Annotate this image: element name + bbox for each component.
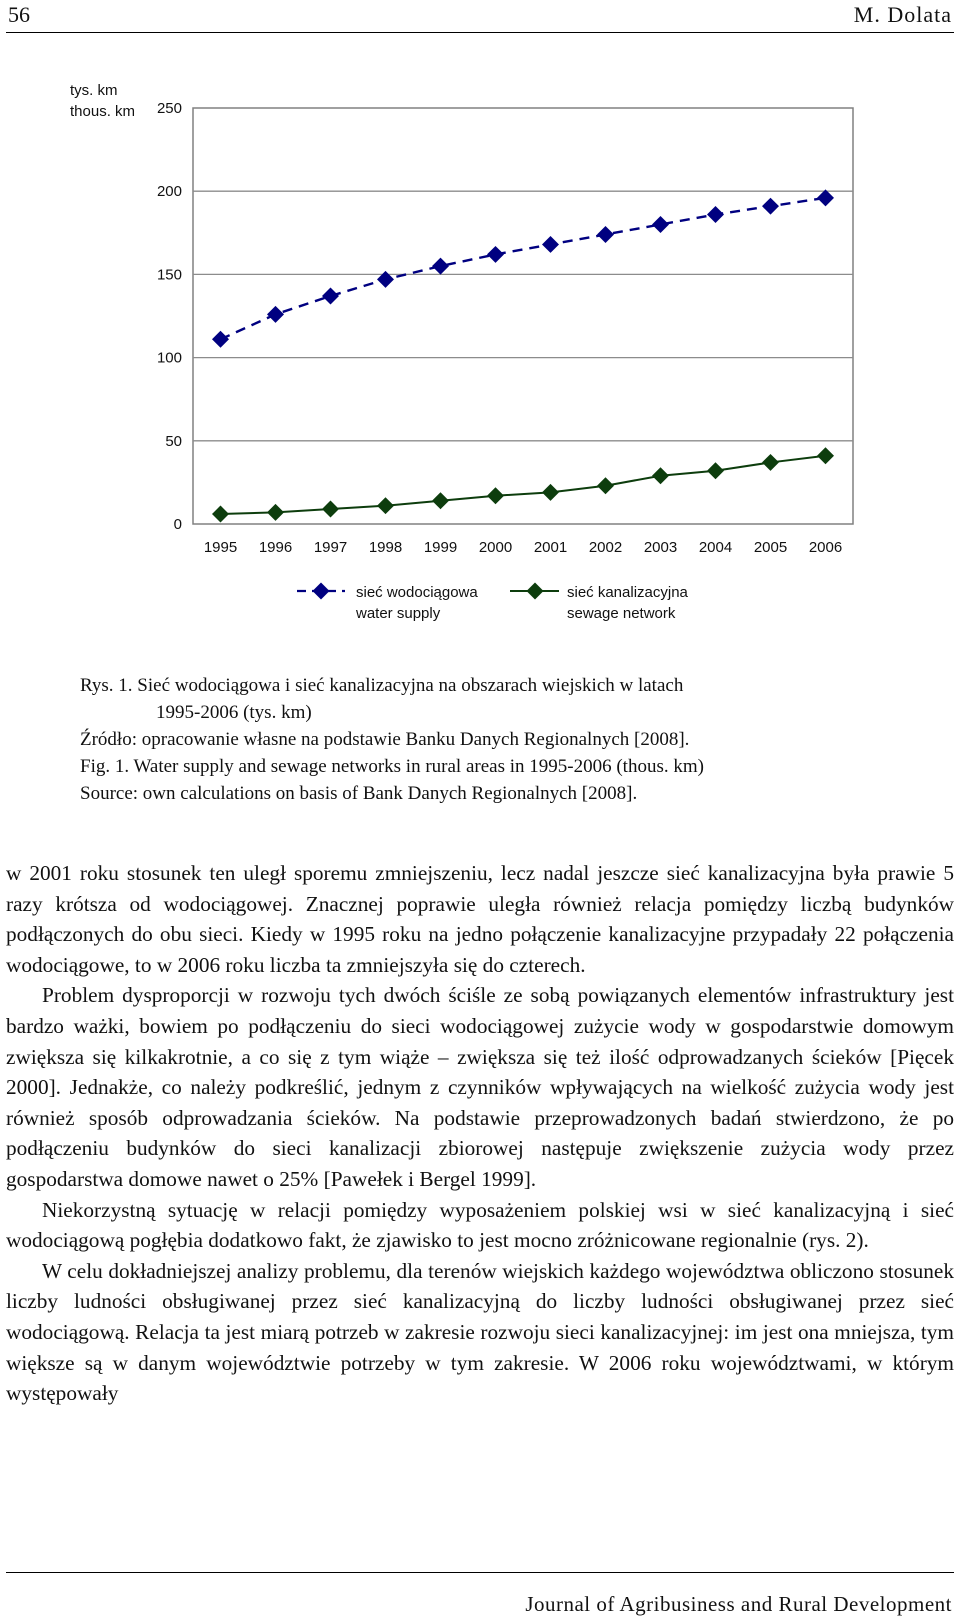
- caption-source-pl: Źródło: opracowanie własne na podstawie Banku Danych Regionalnych [2008].: [80, 729, 690, 750]
- caption-title-en: Fig. 1. Water supply and sewage networks in rural areas in 1995-2006 (thous. km): [80, 756, 704, 777]
- x-tick-label-2003: 2003: [643, 539, 678, 556]
- y-tick-label-50: 50: [165, 432, 182, 450]
- legend-label-sewage-network-pl: sieć kanalizacyjna: [567, 584, 688, 601]
- x-tick-label-1999: 1999: [423, 539, 458, 556]
- data-point-0-1999: [432, 258, 449, 275]
- paragraph-4: W celu dokładniejszej analizy problemu, dla terenów wiejskich każdego województwa obliczono stosunek liczby ludności obsługiwanej przez sieć kanalizacyjną do liczby ludności obsługiwanej przez sieć wodociągową. Relacja ta jest miarą potrzeb w zakresie rozwoju sieci kanalizacyjnej: im jest ona mniejsza, tym większe są w danym województwie potrzeby w tym zakresie. W 2006 roku województwami, w którym występowały: [6, 1258, 954, 1406]
- paragraph-3: Niekorzystną sytuację w relacji pomiędzy wyposażeniem polskiej wsi w sieć kanalizacyjną i sieć wodociągową pogłębia dodatkowo fakt, że zjawisko to jest mocno zróżnicowane regionalnie (rys. 2).: [6, 1197, 954, 1253]
- series-water-supply: [212, 189, 834, 347]
- plot-frame: [193, 108, 853, 524]
- data-point-0-2002: [597, 226, 614, 243]
- chart-legend: [297, 583, 689, 622]
- data-point-0-2004: [707, 206, 724, 223]
- data-point-1-2001: [542, 484, 559, 501]
- x-tick-label-2004: 2004: [698, 539, 733, 556]
- paragraph-2: Problem dysproporcji w rozwoju tych dwóch ściśle ze sobą powiązanych elementów infrastruktury jest bardzo ważki, bowiem po podłączeniu do sieci wodociągowej zużycie wody w gospodarstwie domowym zwiększa się kilkakrotnie, a co się z tym wiąże – zwiększa się też ilość odprowadzanych ścieków [Pięcek 2000]. Jednakże, co należy podkreślić, jednym z czynników wpływających na wielkość zużycia wody jest również sposób odprowadzania ścieków. Na podstawie przeprowadzonych badań stwierdzono, że po podłączeniu budynków do sieci kanalizacji zbiorowej następuje zwiększenie zużycia wody przez gospodarstwa domowe nawet o 25% [Pawełek i Bergel 1999].: [6, 983, 954, 1191]
- y-tick-labels: [157, 100, 182, 533]
- data-point-0-1997: [322, 288, 339, 305]
- data-point-1-2002: [597, 477, 614, 494]
- x-tick-label-2000: 2000: [478, 539, 513, 556]
- x-tick-label-2005: 2005: [753, 539, 788, 556]
- x-tick-label-1995: 1995: [203, 539, 238, 556]
- x-tick-label-2001: 2001: [533, 539, 568, 556]
- legend-entry-water-supply: [297, 583, 478, 622]
- legend-entry-sewage-network: [510, 583, 689, 622]
- data-point-1-1996: [267, 504, 284, 521]
- y-tick-label-250: 250: [156, 100, 182, 117]
- legend-label-water-supply-en: water supply: [356, 605, 441, 622]
- data-point-0-2003: [652, 216, 669, 233]
- journal-footer: Journal of Agribusiness and Rural Development: [525, 1592, 952, 1616]
- legend-label-water-supply-pl: sieć wodociągowa: [356, 584, 478, 601]
- y-tick-label-200: 200: [156, 183, 182, 201]
- caption-title-pl-cont: 1995-2006 (tys. km): [156, 702, 312, 723]
- figure-chart: [0, 60, 960, 660]
- data-point-1-1999: [432, 492, 449, 509]
- paragraph-1: w 2001 roku stosunek ten uległ sporemu zmniejszeniu, lecz nadal jeszcze sieć kanalizacyjna była prawie 5 razy krótsza od wodociągowej. Znacznej poprawie uległa również relacja pomiędzy liczbą budynków podłączonych do obu sieci. Kiedy w 1995 roku na jedno połączenie kanalizacyjne przypadały 22 połączenia wodociągowe, to w 2006 roku liczba ta zmniejszyła się do czterech.: [6, 861, 954, 977]
- series-line-0: [221, 198, 826, 339]
- x-tick-label-1998: 1998: [368, 539, 403, 556]
- data-point-1-1997: [322, 501, 339, 518]
- data-point-1-2003: [652, 467, 669, 484]
- data-point-1-2000: [487, 487, 504, 504]
- x-tick-label-2006: 2006: [808, 539, 843, 556]
- footer-rule: [6, 1572, 954, 1573]
- page-number: 56: [8, 2, 30, 27]
- series-sewage-network: [212, 447, 834, 522]
- legend-marker-water-supply: [313, 583, 330, 600]
- figure-caption: [80, 672, 940, 807]
- x-tick-label-1996: 1996: [258, 539, 293, 556]
- series-line-1: [221, 456, 826, 514]
- data-point-0-1995: [212, 331, 229, 348]
- author-name: M. Dolata: [853, 2, 952, 27]
- data-point-0-1996: [267, 306, 284, 323]
- x-tick-label-1997: 1997: [313, 539, 348, 556]
- data-point-1-2004: [707, 462, 724, 479]
- data-point-1-2005: [762, 454, 779, 471]
- gridlines: [193, 191, 853, 441]
- data-point-0-2001: [542, 236, 559, 253]
- data-point-0-2000: [487, 246, 504, 263]
- legend-marker-sewage-network: [527, 583, 544, 600]
- running-head: [6, 0, 954, 33]
- caption-title-pl: Rys. 1. Sieć wodociągowa i sieć kanalizacyjna na obszarach wiejskich w latach: [80, 675, 684, 696]
- data-point-1-2006: [817, 447, 834, 464]
- x-tick-labels: [204, 539, 842, 556]
- y-axis-label-pl: tys. km: [70, 82, 118, 99]
- data-point-1-1998: [377, 497, 394, 514]
- line-chart: [0, 60, 960, 660]
- data-point-0-1998: [377, 271, 394, 288]
- y-tick-label-100: 100: [156, 349, 182, 367]
- data-point-0-2006: [817, 189, 834, 206]
- y-tick-label-150: 150: [156, 266, 182, 284]
- series-layer: [212, 189, 834, 522]
- x-tick-label-2002: 2002: [588, 539, 623, 556]
- data-point-1-1995: [212, 506, 229, 523]
- body-text: [6, 858, 954, 1409]
- legend-label-sewage-network-en: sewage network: [567, 605, 676, 622]
- caption-source-en: Source: own calculations on basis of Bank Danych Regionalnych [2008].: [80, 783, 638, 804]
- y-axis-label-en: thous. km: [70, 103, 136, 120]
- data-point-0-2005: [762, 198, 779, 215]
- y-tick-label-0: 0: [173, 516, 182, 533]
